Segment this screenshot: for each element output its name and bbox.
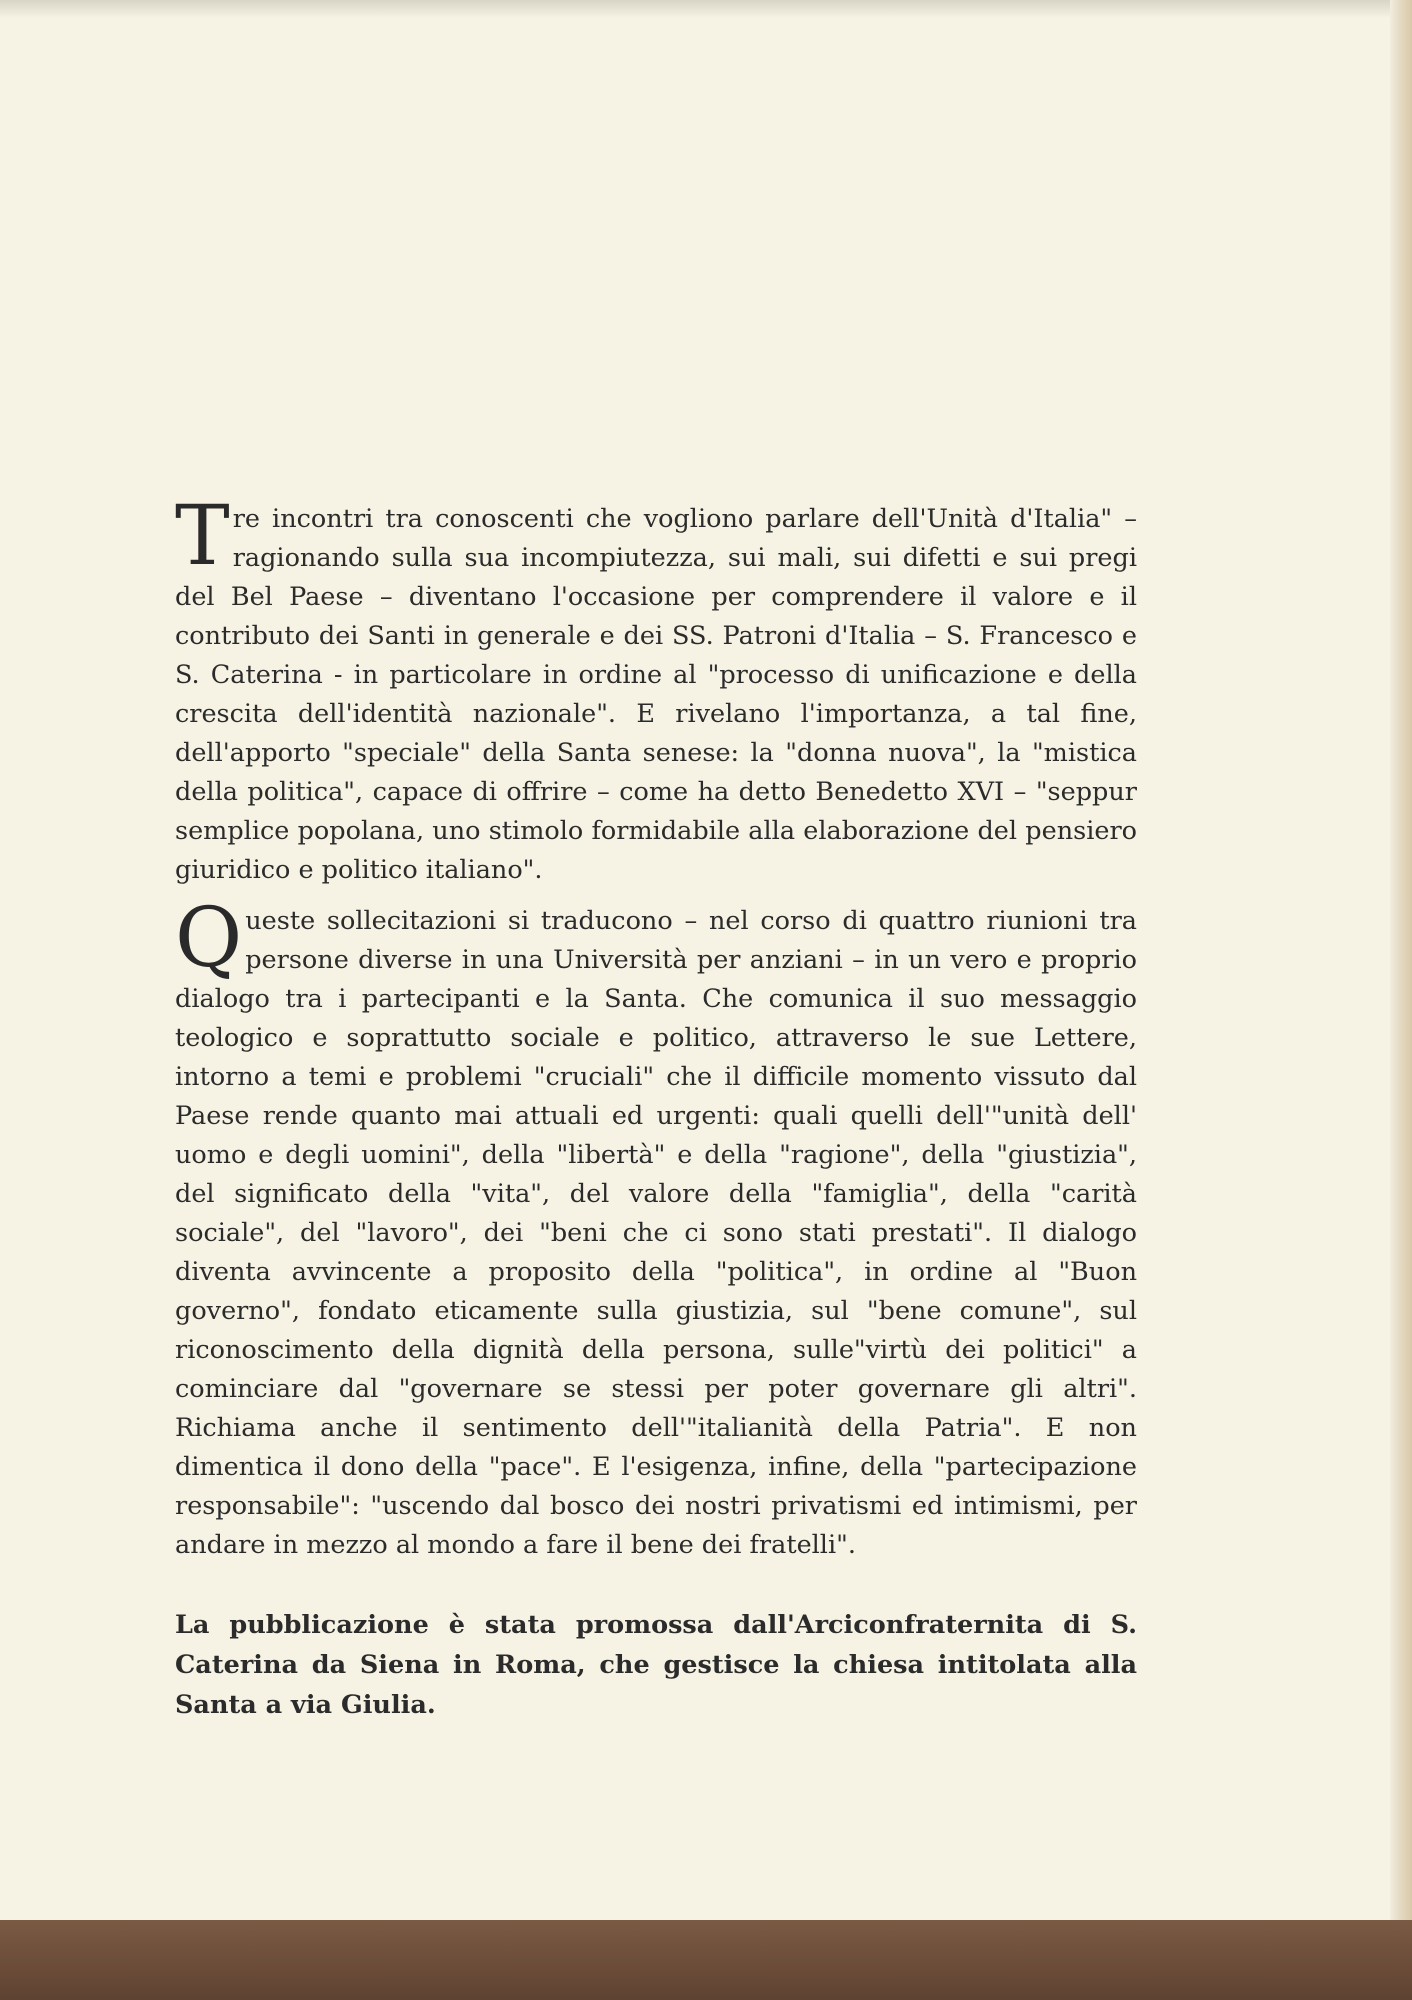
blurb-paragraph-2	[175, 891, 1137, 1565]
blurb-text	[175, 489, 1137, 1751]
top-edge-shadow	[0, 0, 1412, 18]
blurb-paragraph-1	[175, 489, 1137, 890]
dropcap-q: Q	[175, 891, 243, 986]
bottom-color-band	[0, 1920, 1412, 2000]
publication-note: La pubblicazione è stata promossa dall'Arciconfraternita di S. Caterina da Siena in Roma, che gestisce la chiesa intitolata alla Santa a via Giulia.	[175, 1610, 1137, 1720]
paragraph-1-text: re incontri tra conoscenti che vogliono parlare dell'Unità d'Italia" – ragionando sulla sua incompiutezza, sui mali, sui difetti e sui pregi del Bel Paese – diventano l'occasione per comprendere il valore e il contributo dei Santi in generale e dei SS. Patroni d'Italia – S. Francesco e S. Caterina - in particolare in ordine al "processo di unificazione e della crescita dell'identità nazionale". E rivelano l'importanza, a tal fine, dell'apporto "speciale" della Santa senese: la "donna nuova", la "mistica della politica", capace di offrire – come ha detto Benedetto XVI – "seppur semplice popolana, uno stimolo formidabile alla elaborazione del pensiero giuridico e politico italiano".	[175, 504, 1137, 885]
dropcap-t: T	[175, 489, 230, 584]
paragraph-2-text: ueste sollecitazioni si traducono – nel corso di quattro riunioni tra persone diverse in una Università per anziani – in un vero e proprio dialogo tra i partecipanti e la Santa. Che comunica il suo messaggio teologico e soprattutto sociale e politico, attraverso le sue Lettere, intorno a temi e problemi "cruciali" che il difficile momento vissuto dal Paese rende quanto mai attuali ed urgenti: quali quelli dell'"unità dell' uomo e degli uomini", della "libertà" e della "ragione", della "giustizia", del significato della "vita", del valore della "famiglia", della "carità sociale", del "lavoro", dei "beni che ci sono stati prestati". Il dialogo diventa avvincente a proposito della "politica", in ordine al "Buon governo", fondato eticamente sulla giustizia, sul "bene comune", sul riconoscimento della dignità della persona, sulle"virtù dei politici" a cominciare dal "governare se stessi per poter governare gli altri". Richiama anche il sentimento dell'"italianità della Patria". E non dimentica il dono della "pace". E l'esigenza, infine, della "partecipazione responsabile": "uscendo dal bosco dei nostri privatismi ed intimismi, per andare in mezzo al mondo a fare il bene dei fratelli".	[175, 906, 1137, 1560]
spine-edge	[1390, 0, 1412, 1920]
